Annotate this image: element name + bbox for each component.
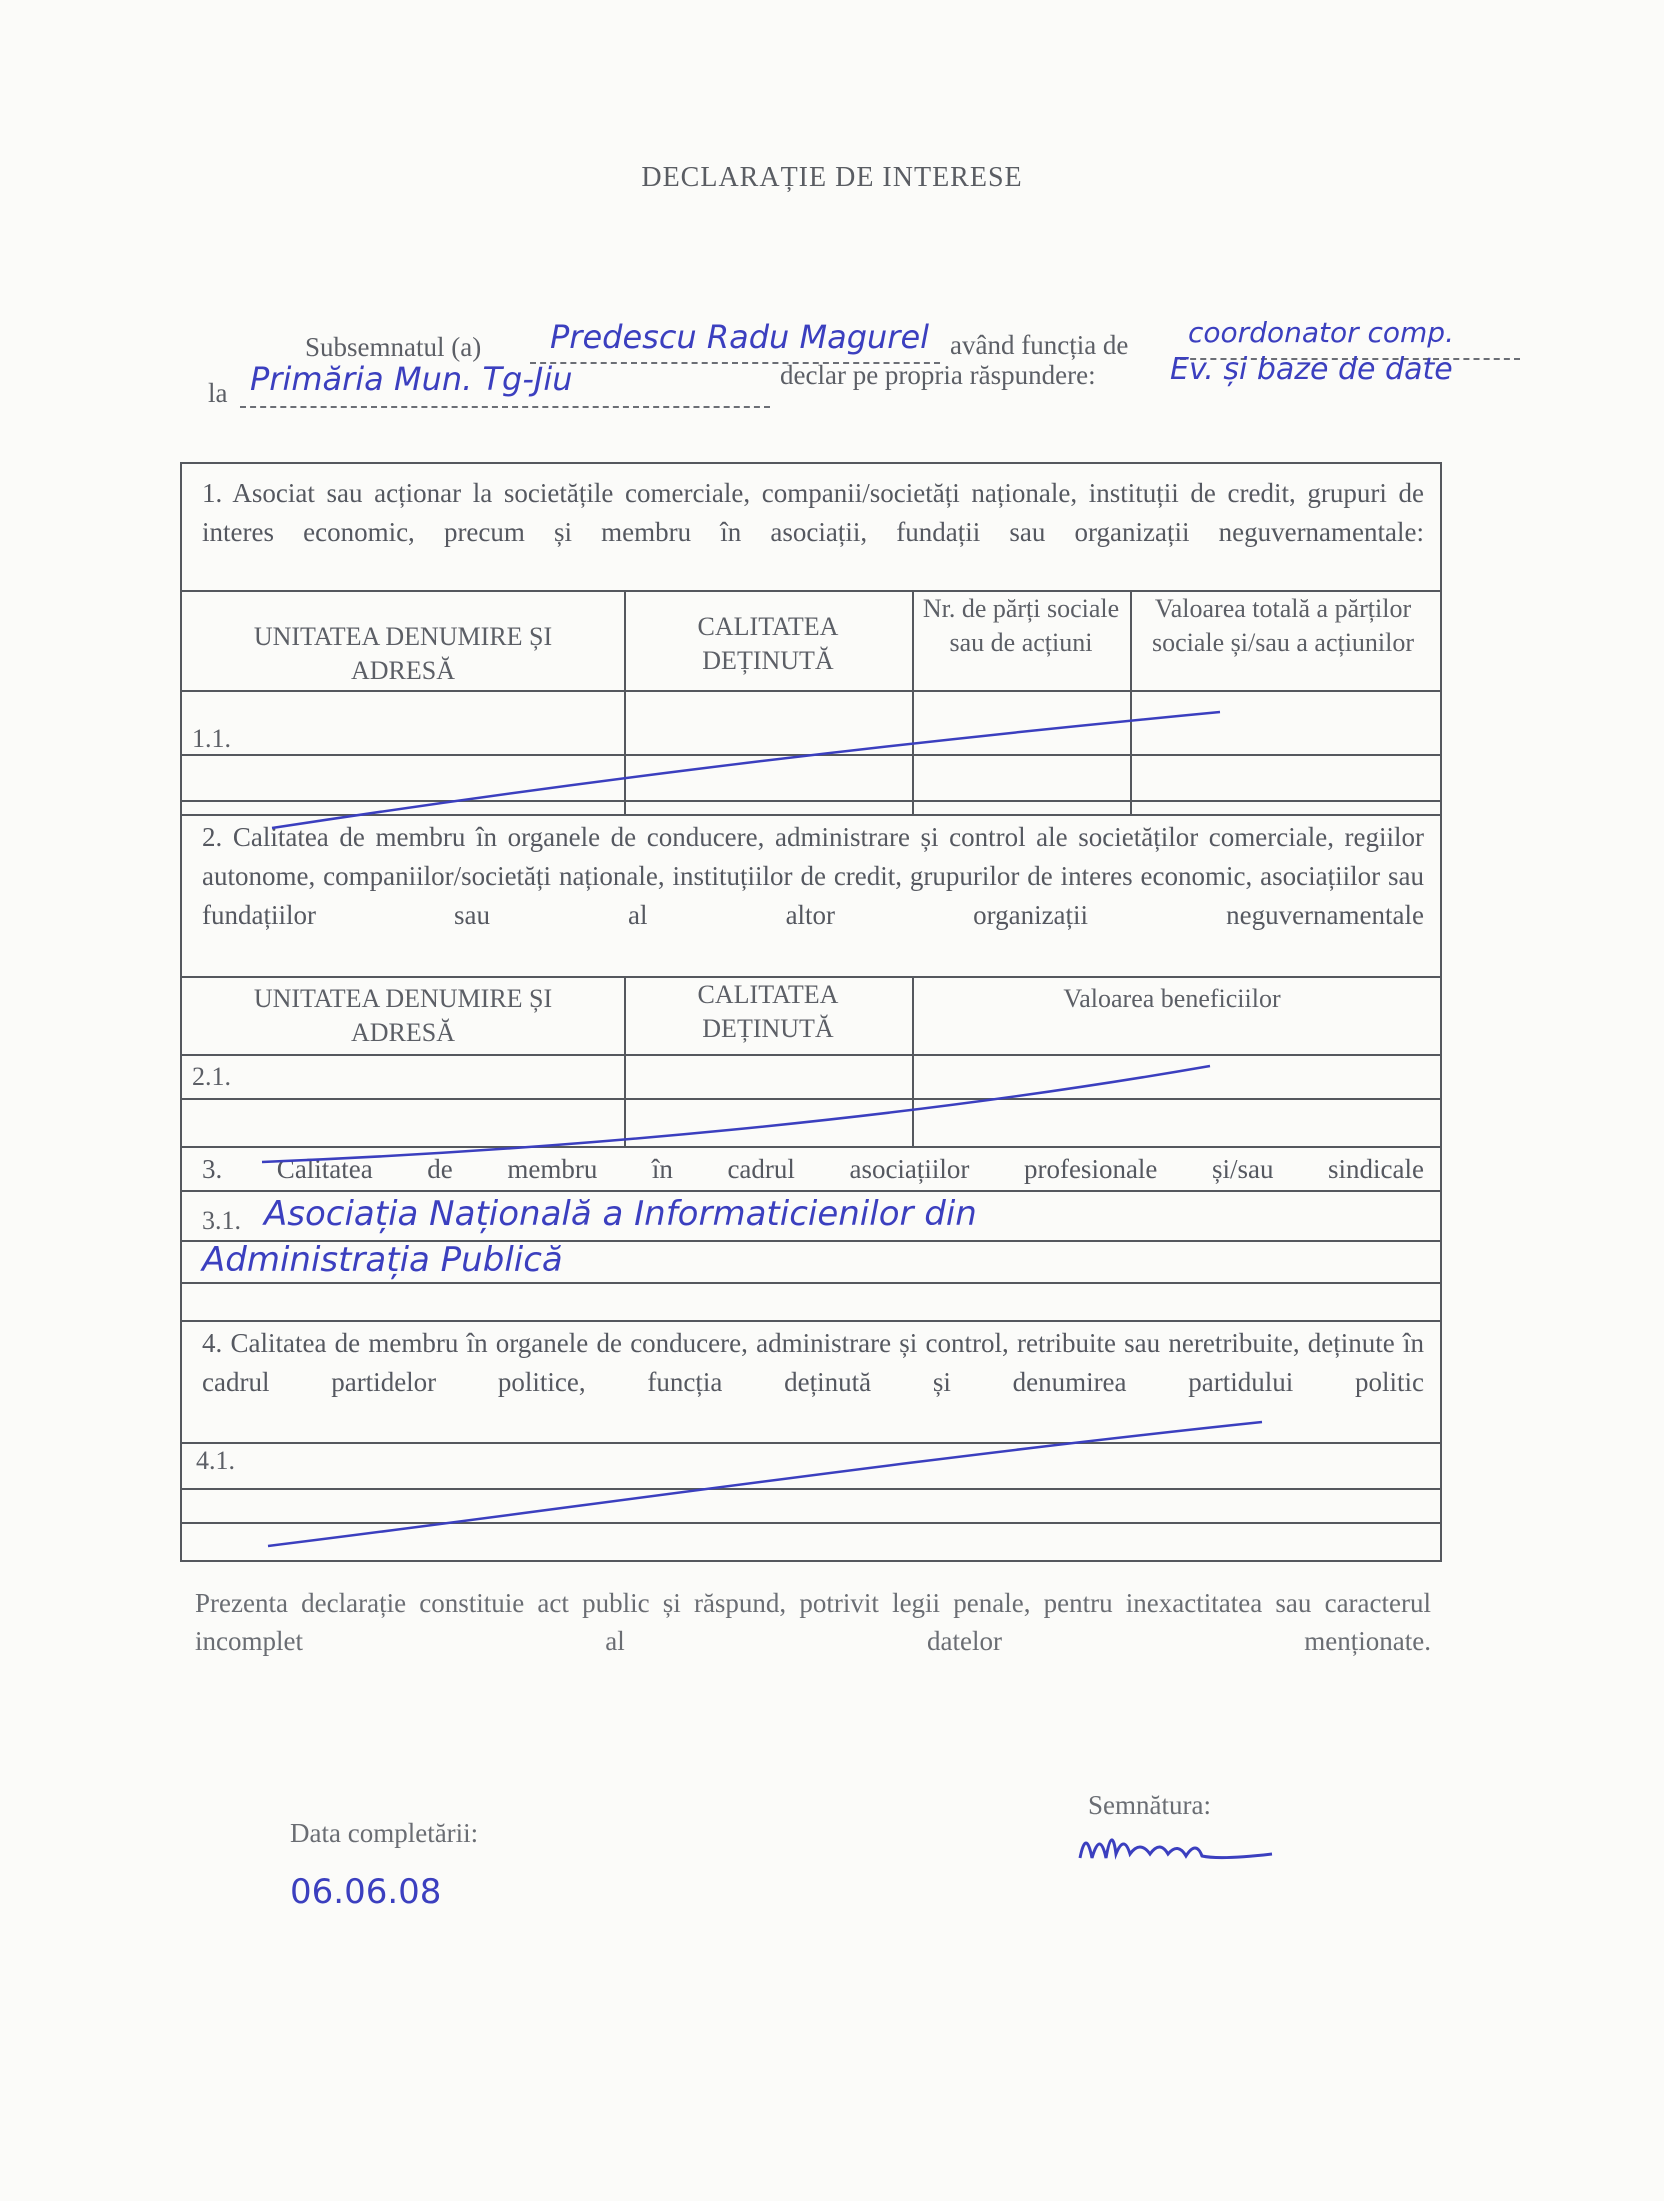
association-entry-line1: Asociația Națională a Informaticienilor din xyxy=(264,1194,977,1234)
public-act-statement: Prezenta declarație constituie act public și răspund, potrivit legii penale, pentru inexactitatea sau caracterul incomplet al datelor menționate. xyxy=(195,1588,1431,1656)
s2-col-calitatea: CALITATEA DEȚINUTĂ xyxy=(697,980,839,1043)
row-1-1-number: 1.1. xyxy=(192,724,231,753)
date-label: Data completării: xyxy=(290,1818,479,1848)
s1-col-nr-parti: Nr. de părți sociale sau de acțiuni xyxy=(922,594,1120,657)
section-4-text: 4. Calitatea de membru în organele de conducere, administrare și control, retribuite sau neretribuite, deținute în cadrul partidelor politice, funcția deținută și denumirea partidului politic xyxy=(202,1328,1424,1397)
section-2-text: 2. Calitatea de membru în organele de conducere, administrare și control ale societăților comerciale, regiilor autonome, companiilor/societăți naționale, instituțiilor de credit, grupurilor de interes economic, asociațiilor sau fundațiilor sau al altor organizații neguvernamentale xyxy=(202,822,1424,930)
document-title: DECLARAȚIE DE INTERESE xyxy=(641,162,1023,193)
section-2-strike-stroke xyxy=(262,1066,1210,1162)
function-continuation: Ev. și baze de date xyxy=(1170,352,1453,387)
association-entry-line2: Administrația Publică xyxy=(202,1240,563,1280)
institution-value: Primăria Mun. Tg-Jiu xyxy=(250,360,573,398)
s2-col-valoarea-beneficiilor: Valoarea beneficiilor xyxy=(1063,984,1281,1013)
section-3-text: 3. Calitatea de membru în cadrul asociațiilor profesionale și/sau sindicale xyxy=(202,1154,1424,1184)
function-value: coordonator comp. xyxy=(1188,316,1454,349)
name-value: Predescu Radu Magurel xyxy=(550,318,930,356)
signature-scribble xyxy=(1080,1840,1272,1858)
date-value: 06.06.08 xyxy=(290,1872,442,1912)
s2-col-unitatea: UNITATEA DENUMIRE ȘI ADRESĂ xyxy=(253,984,553,1047)
avand-label: având funcția de xyxy=(950,330,1129,360)
s1-col-unitatea: UNITATEA DENUMIRE ȘI ADRESĂ xyxy=(253,622,553,685)
row-2-1-number: 2.1. xyxy=(192,1062,231,1091)
declar-label: declar pe propria răspundere: xyxy=(780,360,1096,390)
row-3-1-number: 3.1. xyxy=(202,1206,241,1235)
s1-col-calitatea: CALITATEA DEȚINUTĂ xyxy=(697,612,839,675)
section-4-strike-stroke xyxy=(268,1422,1262,1546)
s1-col-valoarea: Valoarea totală a părților sociale și/sau a acțiunilor xyxy=(1151,594,1415,657)
row-4-1-number: 4.1. xyxy=(196,1446,235,1475)
subsemnatul-label: Subsemnatul (a) xyxy=(305,332,482,362)
section-1-strike-stroke xyxy=(272,712,1220,828)
signature-label: Semnătura: xyxy=(1088,1790,1211,1820)
la-label: la xyxy=(208,378,228,408)
section-1-text: 1. Asociat sau acționar la societățile comerciale, companii/societăți naționale, instituții de credit, grupuri de interes economic, precum și membru în asociații, fundații sau organizații neguvernamentale: xyxy=(202,478,1424,547)
